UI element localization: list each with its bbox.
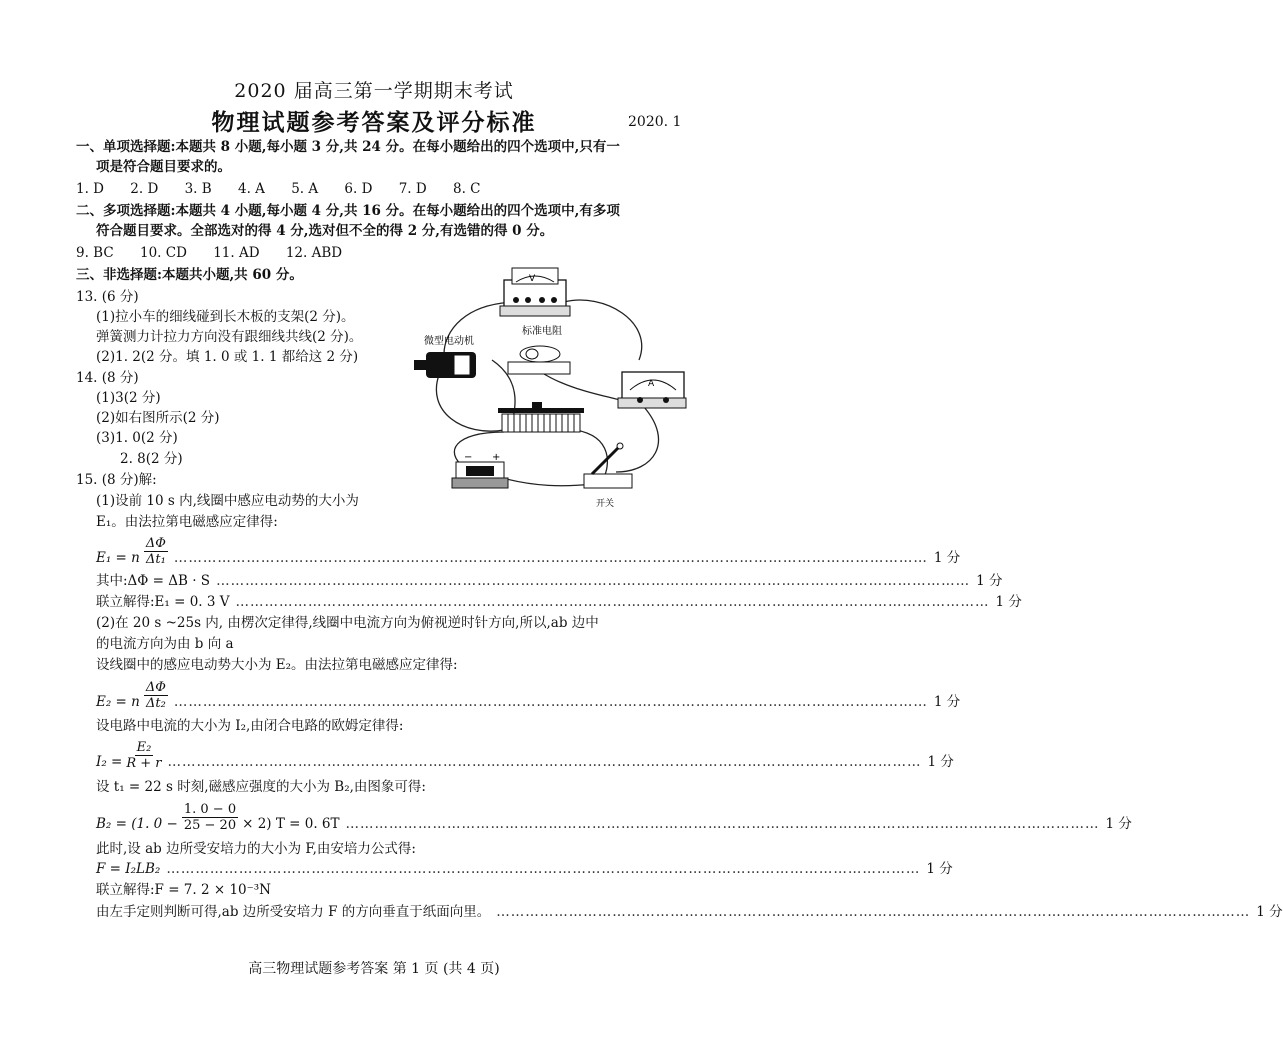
eq4-denominator: Δt₂ [145,696,166,711]
battery [452,452,508,488]
q15-force-result: 联立解得:F = 7. 2 × 10⁻³N [96,882,271,898]
score-point: 1 分 [933,694,961,710]
standard-resistor [508,324,570,374]
equation-e2-row [96,680,961,711]
eq6-denominator: 25 − 20 [183,818,237,833]
direction-row [96,903,1283,921]
eq4-fraction [144,680,168,711]
motor-label: 微型电动机 [424,336,474,347]
section2-answers [76,244,364,262]
score-point: 1 分 [995,594,1022,610]
section3-heading: 三、非选择题:本题共小题,共 60 分。 [76,267,303,283]
eq1-lhs: E₁ = n [96,550,140,566]
switch [584,443,632,509]
switch-label: 开关 [596,499,615,509]
q15-p1-line2: E₁。由法拉第电磁感应定律得: [96,514,278,530]
answer-11: 11. AD [213,245,260,261]
eq3-text: 联立解得:E₁ = 0. 3 V [96,594,230,610]
eq1-numerator: ΔΦ [145,536,166,551]
eq6-fraction [182,802,238,833]
score-point: 1 分 [927,754,954,770]
q15-p2-line3: 设线圈中的感应电动势大小为 E₂。由法拉第电磁感应定律得: [96,657,458,673]
answer-3: 3. B [184,181,212,197]
leader-dots: ………………………………………………………………………………………………………………………………………… [496,904,1251,920]
q13-line2: 弹簧测力计拉力方向没有跟细线共线(2 分)。 [96,329,363,345]
q15-p2-line2: 的电流方向为由 b 向 a [96,636,234,652]
circuit-diagram-figure [404,262,686,512]
direction-text: 由左手定则判断可得,ab 边所受安培力 F 的方向垂直于纸面向里。 [96,904,491,920]
battery-minus: − [464,452,473,463]
voltmeter-symbol: V [529,274,536,284]
q14-line2: (2)如右图所示(2 分) [96,410,220,426]
exam-title: 2020 届高三第一学期期末考试 [234,80,514,102]
score-point: 1 分 [976,573,1003,589]
q14-line3: (3)1. 0(2 分) [96,430,178,446]
leader-dots: ………………………………………………………………………………………………………………………………………… [167,754,922,770]
score-point: 1 分 [926,861,953,877]
voltmeter [500,268,570,316]
leader-dots: ………………………………………………………………………………………………………………………………………… [216,573,971,589]
section1-answers [76,180,503,198]
eq5-lhs: I₂ = [96,754,123,770]
ammeter-symbol: A [648,379,655,389]
page-footer: 高三物理试题参考答案 第 1 页 (共 4 页) [248,961,500,977]
answer-1: 1. D [76,181,104,197]
leader-dots: ………………………………………………………………………………………………………………………………………… [173,694,928,710]
battery-plus: + [492,452,501,463]
q14-line1: (1)3(2 分) [96,390,161,406]
eq1-denominator: Δt₁ [145,552,166,567]
leader-dots: ………………………………………………………………………………………………………………………………………… [173,550,928,566]
rheostat [498,402,584,432]
eq4-lhs: E₂ = n [96,694,140,710]
q15-p1-line1: (1)设前 10 s 内,线圈中感应电动势的大小为 [96,493,359,509]
answer-8: 8. C [453,181,481,197]
exam-date: 2020. 1 [628,114,682,130]
eq6-numerator: 1. 0 − 0 [183,802,237,817]
q15-p2-line6: 此时,设 ab 边所受安培力的大小为 F,由安培力公式得: [96,841,416,857]
q13-line3: (2)1. 2(2 分。填 1. 0 或 1. 1 都给这 2 分) [96,349,359,365]
score-point: 1 分 [1105,816,1132,832]
section1-heading-cont: 项是符合题目要求的。 [96,159,231,175]
leader-dots: ………………………………………………………………………………………………………………………………………… [345,816,1100,832]
answer-5: 5. A [291,181,319,197]
eq4-numerator: ΔΦ [145,680,166,695]
eq5-numerator: E₂ [136,740,152,755]
q14-heading: 14. (8 分) [76,370,139,386]
eq6-pre: B₂ = (1. 0 − [96,816,178,832]
equation-b2-row [96,802,1132,833]
eq6-post: × 2) T = 0. 6T [242,816,340,832]
section2-heading-cont: 符合题目要求。全部选对的得 4 分,选对但不全的得 2 分,有选错的得 0 分。 [96,223,554,239]
score-point: 1 分 [933,550,961,566]
equation-force-row [96,860,953,878]
leader-dots: ………………………………………………………………………………………………………………………………………… [235,594,990,610]
equation-e1-result-row [96,593,1022,611]
answer-6: 6. D [344,181,373,197]
q15-p2-line5: 设 t₁ = 22 s 时刻,磁感应强度的大小为 B₂,由图象可得: [96,779,426,795]
answer-key-title: 物理试题参考答案及评分标准 [211,109,537,136]
q15-p2-line1: (2)在 20 s ~25s 内, 由楞次定律得,线圈中电流方向为俯视逆时针方向,所以,ab 边中 [96,615,599,631]
q13-heading: 13. (6 分) [76,289,139,305]
q15-p2-line4: 设电路中电流的大小为 I₂,由闭合电路的欧姆定律得: [96,718,404,734]
section2-heading: 二、多项选择题:本题共 4 小题,每小题 4 分,共 16 分。在每小题给出的四个选项中,有多项 [76,203,620,219]
equation-i2-row [96,740,954,771]
answer-4: 4. A [237,181,265,197]
answer-7: 7. D [398,181,427,197]
eq5-denominator: R + r [126,756,162,771]
leader-dots: ………………………………………………………………………………………………………………………………………… [166,861,921,877]
eq1-fraction [144,536,168,567]
answer-10: 10. CD [139,245,187,261]
q14-line4: 2. 8(2 分) [120,451,183,467]
section1-heading: 一、单项选择题:本题共 8 小题,每小题 3 分,共 24 分。在每小题给出的四个选项中,只有一 [76,139,620,155]
resistor-label: 标准电阻 [522,326,562,337]
score-point: 1 分 [1256,904,1283,920]
ammeter [618,372,686,408]
motor [414,334,476,378]
answer-12: 12. ABD [285,245,343,261]
q13-line1: (1)拉小车的细线碰到长木板的支架(2 分)。 [96,309,355,325]
eq5-fraction [126,740,161,771]
answer-2: 2. D [130,181,159,197]
answer-9: 9. BC [76,245,114,261]
equation-flux-row [96,572,1003,590]
q15-heading: 15. (8 分)解: [76,472,157,488]
eq7-text: F = I₂LB₂ [96,861,161,877]
eq2-text: 其中:ΔΦ = ΔB · S [96,573,211,589]
equation-e1-row [96,536,961,567]
